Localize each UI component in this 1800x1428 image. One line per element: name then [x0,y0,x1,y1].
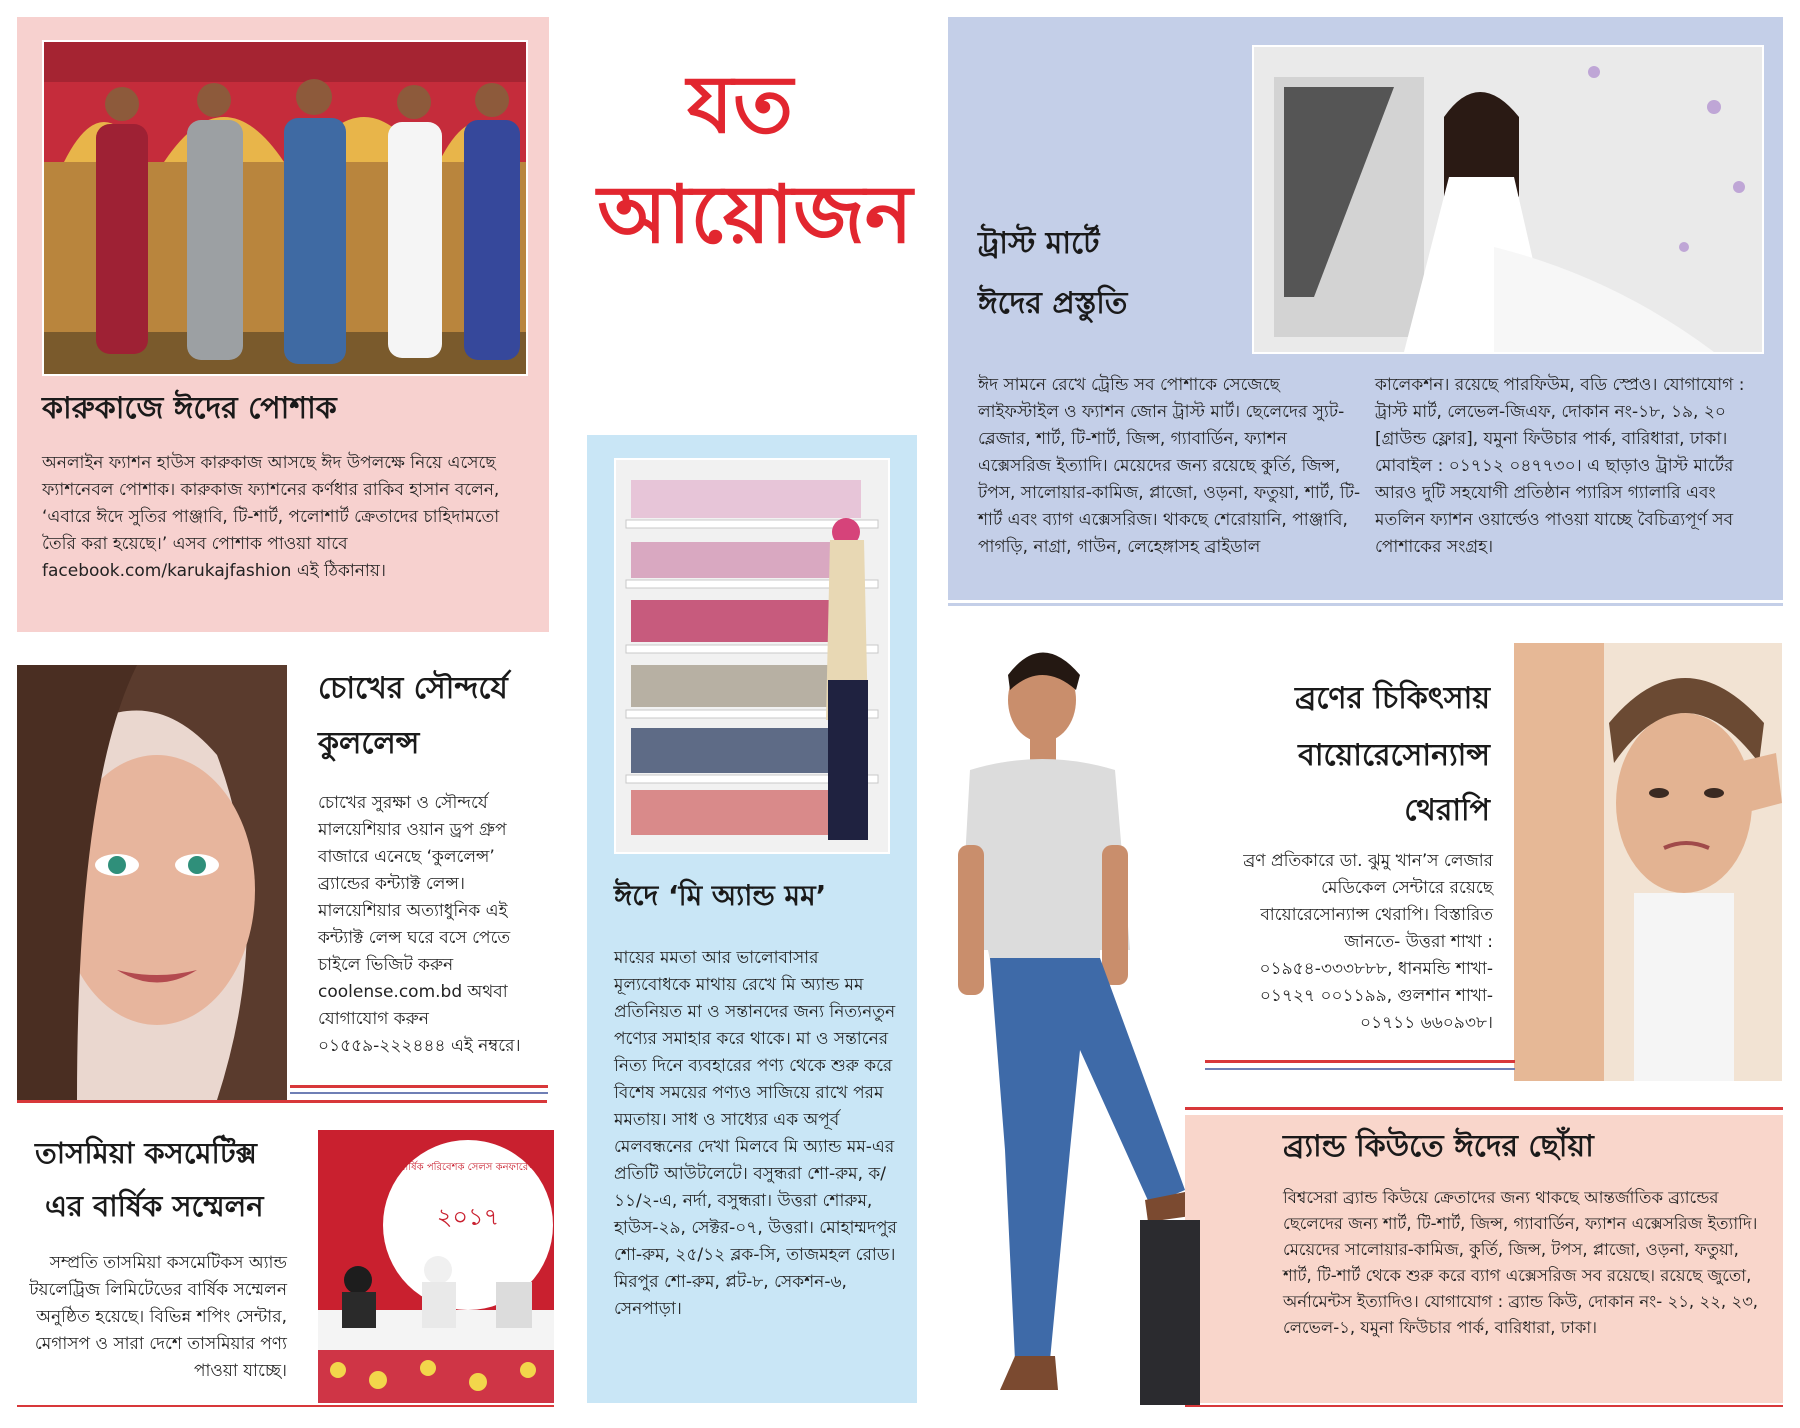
acne-title-line3: থেরাপি [1404,793,1490,828]
karukaj-rule-red [17,1100,547,1103]
trust-title-line1: ট্রাস্ট মার্টে [978,226,1100,261]
acne-body: ব্রণ প্রতিকারে ডা. ঝুমু খান’স লেজার মেডিকেল সেন্টারে রয়েছে বায়োরেসোন্যান্স থেরাপি। বিস্তারিত জানতে- উত্তরা শাখা : ০১৯৫৪-৩৩৩৮৮৮, ধানমন্ডি শাখা- ০১৭২৭ ০০১১৯৯, গুলশান শাখা- ০১৭১১ ৬৬০৯৩৮। [1243,851,1493,1033]
masthead-line1: যত [686,58,794,151]
trust-title-line2: ঈদের প্রস্তুতি [978,286,1128,321]
acne-rule-red [1205,1060,1515,1063]
acne-title-line1: ব্রণের চিকিৎসায় [1294,681,1490,716]
trust-photo [1252,45,1764,354]
tasmiya-title-line2: এর বার্ষিক সম্মেলন [45,1189,264,1223]
page-bottom-rule-right [1185,1405,1783,1407]
karukaj-body: অনলাইন ফ্যাশন হাউস কারুকাজ আসছে ঈদ উপলক্ষে নিয়ে এসেছে ফ্যাশনেবল পোশাক। কারুকাজ ফ্যাশনের কর্ণধার রাকিব হাসান বলেন, ‘এবারে ঈদে সুতির পাঞ্জাবি, টি-শার্ট, পলোশার্ট ক্রেতাদের চাহিদামতো তৈরি করা হয়েছে।’ এসব পোশাক পাওয়া যাবে facebook.com/karukajfashion এই ঠিকানায়। [42,453,500,581]
trust-bottom-rule [948,603,1783,606]
tasmiya-banner-year: ২০১৭ [436,1203,500,1231]
masthead-line2: আয়োজন [597,168,913,261]
acne-rule-blue [1205,1068,1515,1070]
karukaj-title: কারুকাজে ঈদের পোশাক [42,391,337,426]
brandq-title: ব্র্যান্ড কিউতে ঈদের ছোঁয়া [1283,1129,1594,1164]
coolense-rule-blue [290,1092,548,1094]
model-pedestal [1140,1220,1200,1405]
trust-body-col1: ঈদ সামনে রেখে ট্রেন্ডি সব পোশাকে সেজেছে লাইফস্টাইল ও ফ্যাশন জোন ট্রাস্ট মার্ট। ছেলেদের স্যুট-ব্লেজার, শার্ট, টি-শার্ট, জিন্স, গ্যাবার্ডিন, ফ্যাশন এক্সেসরিজ ইত্যাদি। মেয়েদের জন্য রয়েছে কুর্তি, জিন্স, টপস, সালোয়ার-কামিজ, প্লাজো, ওড়না, ফতুয়া, শার্ট, টি-শার্ট এবং ব্যাগ এক্সেসরিজ। থাকছে শেরোয়ানি, পাঞ্জাবি, পাগড়ি, নাগ্রা, গাউন, লেহেঙ্গাসহ ব্রাইডাল [978,375,1361,557]
tasmiya-photo [318,1130,554,1403]
acne-title-line2: বায়োরেসোন্যান্স [1298,738,1490,773]
meandmom-title: ঈদে ‘মি অ্যান্ড মম’ [614,879,827,912]
meandmom-body: মায়ের মমতা আর ভালোবাসার মূল্যবোধকে মাথায় রেখে মি অ্যান্ড মম প্রতিনিয়ত মা ও সন্তানদের জন্য নিত্যনতুন পণ্যের সমাহার করে থাকে। মা ও সন্তানের নিত্য দিনে ব্যবহারের পণ্য থেকে শুরু করে বিশেষ সময়ের পণ্যও সাজিয়ে রাখে পরম মমতায়। সাধ ও সাধ্যের এক অপূর্ব মেলবন্ধনের দেখা মিলবে মি অ্যান্ড মম-এর প্রতিটি আউটলেটে। বসুন্ধরা শো-রুম, ক/১১/২-এ, নর্দা, বসুন্ধরা। উত্তরা শোরুম, হাউস-২৯, সেক্টর-০৭, উত্তরা। মোহাম্মদপুর শো-রুম, ২৫/১২ ব্লক-সি, তাজমহল রোড। মিরপুর শো-রুম, প্লট-৮, সেকশন-৬, সেনপাড়া। [614,948,897,1319]
page-bottom-rule-left [17,1405,554,1407]
coolense-photo [17,665,287,1100]
coolense-body: চোখের সুরক্ষা ও সৌন্দর্যে মালয়েশিয়ার ওয়ান ড্রপ গ্রুপ বাজারে এনেছে ‘কুললেন্স’ ব্র্যান্ডের কন্ট্যাক্ট লেন্স। মালয়েশিয়ার অত্যাধুনিক এই কন্ট্যাক্ট লেন্স ঘরে বসে পেতে চাইলে ভিজিট করুন coolense.com.bd অথবা যোগাযোগ করুন ০১৫৫৯-২২২৪৪৪ এই নম্বরে। [318,793,521,1056]
trust-body-col2: কালেকশন। রয়েছে পারফিউম, বডি স্প্রেও। যোগাযোগ : ট্রাস্ট মার্ট, লেভেল-জিএফ, দোকান নং-১৮, ১৯, ২০ [গ্রাউন্ড ফ্লোর], যমুনা ফিউচার পার্ক, বারিধারা, ঢাকা। মোবাইল : ০১৭১২ ০৪৭৭৩০। এ ছাড়াও ট্রাস্ট মার্টের আরও দুটি সহযোগী প্রতিষ্ঠান প্যারিস গ্যালারি এবং মতলিন ফ্যাশন ওয়ার্ল্ডেও পাওয়া যাচ্ছে বৈচিত্র্যপূর্ণ সব পোশাকের সংগ্রহ। [1375,375,1745,557]
coolense-title-line1: চোখের সৌন্দর্যে [318,671,508,706]
masthead [560,55,920,315]
brandq-body: বিশ্বসেরা ব্র্যান্ড কিউয়ে ক্রেতাদের জন্য থাকছে আন্তর্জাতিক ব্র্যান্ডের ছেলেদের জন্য শার্ট, টি-শার্ট, জিন্স, গ্যাবার্ডিন, ফ্যাশন এক্সেসরিজ ইত্যাদি। মেয়েদের সালোয়ার-কামিজ, কুর্তি, জিন্স, টপস, প্লাজো, ওড়না, ফতুয়া, শার্ট, টি-শার্ট থেকে শুরু করে ব্যাগ এক্সেসরিজ সব রয়েছে। রয়েছে জুতো, অর্নামেন্টস ইত্যাদিও। যোগাযোগ : ব্র্যান্ড কিউ, দোকান নং- ২১, ২২, ২৩, লেভেল-১, যমুনা ফিউচার পার্ক, বারিধারা, ঢাকা। [1283,1188,1759,1337]
brandq-top-rule [1185,1107,1783,1110]
meandmom-photo [614,458,890,854]
karukaj-photo [42,40,528,376]
tasmiya-title-line1: তাসমিয়া কসমেটিক্স [35,1136,257,1170]
tasmiya-banner-text: বার্ষিক পরিবেশক সেলস কনফারেন্স [399,1162,537,1173]
coolense-title-line2: কুললেন্স [318,726,420,761]
tasmiya-body: সম্প্রতি তাসমিয়া কসমেটিকস অ্যান্ড টয়লেট্রিজ লিমিটেডের বার্ষিক সম্মেলন অনুষ্ঠিত হয়েছে। বিভিন্ন শপিং সেন্টার, মেগাসপ ও সারা দেশে তাসমিয়ার পণ্য পাওয়া যাচ্ছে। [29,1253,287,1381]
acne-photo [1514,643,1782,1081]
coolense-rule-red [290,1085,548,1088]
